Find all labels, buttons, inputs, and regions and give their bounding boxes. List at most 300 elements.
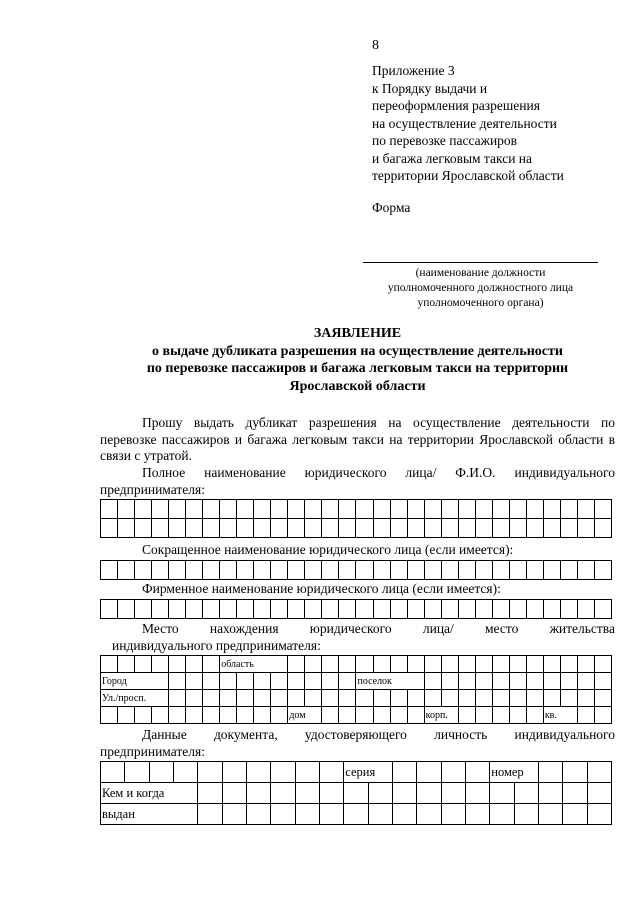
form-cell[interactable] (149, 762, 173, 783)
form-cell[interactable] (288, 690, 305, 707)
form-cell[interactable] (169, 519, 186, 538)
short-name-label: Сокращенное наименование юридического лица (если имеется): (142, 542, 514, 557)
form-cell[interactable] (356, 600, 373, 619)
city-label: Город (101, 673, 169, 690)
region-label: область (220, 656, 288, 673)
form-cell[interactable] (271, 673, 288, 690)
form-cell[interactable] (392, 762, 416, 783)
form-cell[interactable] (271, 762, 295, 783)
form-cell[interactable] (492, 707, 509, 724)
form-cell[interactable] (441, 783, 465, 804)
form-cell[interactable] (356, 707, 373, 724)
location-line1: Место нахождения юридического лица/ место жительства (142, 621, 615, 636)
form-cell[interactable] (390, 600, 407, 619)
form-cell[interactable] (118, 656, 135, 673)
title-subtitle-line: по перевозке пассажиров и багажа легковым такси на территории (146, 361, 569, 376)
appendix-line: и багажа легковым такси на (372, 150, 533, 166)
form-cell[interactable] (220, 690, 237, 707)
form-cell[interactable] (152, 600, 169, 619)
form-cell[interactable] (577, 600, 594, 619)
form-cell[interactable] (203, 500, 220, 519)
form-cell[interactable] (169, 690, 186, 707)
form-cell[interactable] (465, 783, 489, 804)
form-cell[interactable] (237, 690, 254, 707)
form-cell[interactable] (220, 707, 237, 724)
form-cell[interactable] (475, 690, 492, 707)
form-cell[interactable] (135, 500, 152, 519)
form-cell[interactable] (339, 519, 356, 538)
form-cell[interactable] (492, 656, 509, 673)
form-cell[interactable] (543, 519, 560, 538)
form-cell[interactable] (288, 600, 305, 619)
form-cell[interactable] (246, 804, 270, 825)
form-cell[interactable] (271, 600, 288, 619)
form-cell[interactable] (560, 519, 577, 538)
form-cell[interactable] (118, 519, 135, 538)
form-cell[interactable] (509, 600, 526, 619)
addressee-line[interactable] (363, 262, 598, 263)
form-cell[interactable] (203, 561, 220, 580)
form-cell[interactable] (319, 783, 343, 804)
form-cell[interactable] (373, 500, 390, 519)
form-cell[interactable] (203, 673, 220, 690)
form-cell[interactable] (458, 561, 475, 580)
form-cell[interactable] (458, 500, 475, 519)
form-cell[interactable] (424, 673, 441, 690)
form-cell[interactable] (356, 690, 373, 707)
form-cell[interactable] (490, 783, 514, 804)
form-cell[interactable] (560, 561, 577, 580)
form-cell[interactable] (543, 656, 560, 673)
form-cell[interactable] (222, 762, 246, 783)
form-cell[interactable] (543, 561, 560, 580)
form-cell[interactable] (560, 600, 577, 619)
form-cell[interactable] (538, 783, 562, 804)
form-cell[interactable] (441, 500, 458, 519)
form-cell[interactable] (526, 707, 543, 724)
form-cell[interactable] (368, 804, 392, 825)
form-cell[interactable] (173, 762, 197, 783)
form-cell[interactable] (322, 561, 339, 580)
form-cell[interactable] (169, 500, 186, 519)
form-cell[interactable] (492, 673, 509, 690)
form-cell[interactable] (594, 500, 611, 519)
form-cell[interactable] (373, 600, 390, 619)
form-cell[interactable] (492, 561, 509, 580)
form-cell[interactable] (475, 656, 492, 673)
brand-name-grid[interactable] (100, 599, 612, 619)
form-cell[interactable] (526, 600, 543, 619)
brand-name-label: Фирменное наименование юридического лица (если имеется): (142, 581, 501, 596)
form-cell[interactable] (458, 519, 475, 538)
form-cell[interactable] (254, 707, 271, 724)
form-cell[interactable] (101, 707, 118, 724)
form-cell[interactable] (322, 656, 339, 673)
form-cell[interactable] (101, 500, 118, 519)
form-cell[interactable] (390, 656, 407, 673)
form-cell[interactable] (563, 783, 587, 804)
form-cell[interactable] (322, 690, 339, 707)
form-cell[interactable] (222, 804, 246, 825)
form-cell[interactable] (356, 561, 373, 580)
form-cell[interactable] (271, 561, 288, 580)
form-cell[interactable] (543, 600, 560, 619)
form-cell[interactable] (322, 673, 339, 690)
form-cell[interactable] (390, 561, 407, 580)
title-subtitle-line: о выдаче дубликата разрешения на осуществление деятельности (152, 343, 563, 359)
form-cell[interactable] (305, 656, 322, 673)
form-cell[interactable] (560, 500, 577, 519)
form-cell[interactable] (577, 707, 594, 724)
form-cell[interactable] (417, 783, 441, 804)
form-cell[interactable] (417, 762, 441, 783)
form-cell[interactable] (288, 673, 305, 690)
form-cell[interactable] (492, 519, 509, 538)
form-cell[interactable] (526, 561, 543, 580)
form-cell[interactable] (587, 783, 611, 804)
form-cell[interactable] (288, 656, 305, 673)
full-name-label (100, 465, 615, 498)
caption-line: уполномоченного должностного лица (387, 282, 574, 294)
form-cell[interactable] (322, 500, 339, 519)
form-cell[interactable] (101, 519, 118, 538)
form-cell[interactable] (305, 500, 322, 519)
form-cell[interactable] (509, 690, 526, 707)
form-cell[interactable] (392, 804, 416, 825)
form-cell[interactable] (198, 762, 222, 783)
form-cell[interactable] (577, 673, 594, 690)
form-cell[interactable] (492, 690, 509, 707)
form-cell[interactable] (339, 707, 356, 724)
form-cell[interactable] (152, 707, 169, 724)
form-cell[interactable] (407, 690, 424, 707)
form-cell[interactable] (220, 561, 237, 580)
form-cell[interactable] (271, 500, 288, 519)
form-cell[interactable] (577, 500, 594, 519)
appendix-line: переоформления разрешения (372, 98, 540, 113)
form-cell[interactable] (271, 519, 288, 538)
form-cell[interactable] (373, 707, 390, 724)
form-cell[interactable] (356, 519, 373, 538)
form-cell[interactable] (424, 519, 441, 538)
title-subtitle-line: Ярославской области (289, 378, 426, 394)
form-cell[interactable] (186, 519, 203, 538)
form-cell[interactable] (135, 656, 152, 673)
form-cell[interactable] (392, 783, 416, 804)
form-cell[interactable] (594, 519, 611, 538)
form-cell[interactable] (543, 500, 560, 519)
form-cell[interactable] (254, 690, 271, 707)
form-cell[interactable] (339, 500, 356, 519)
form-cell[interactable] (186, 600, 203, 619)
form-cell[interactable] (458, 673, 475, 690)
form-cell[interactable] (407, 561, 424, 580)
form-cell[interactable] (441, 656, 458, 673)
form-cell[interactable] (587, 804, 611, 825)
full-name-line2: предпринимателя: (100, 481, 205, 497)
form-cell[interactable] (203, 690, 220, 707)
form-cell[interactable] (475, 600, 492, 619)
form-cell[interactable] (509, 707, 526, 724)
form-cell[interactable] (509, 519, 526, 538)
form-cell[interactable] (152, 500, 169, 519)
form-cell[interactable] (526, 500, 543, 519)
form-cell[interactable] (186, 500, 203, 519)
form-cell[interactable] (339, 656, 356, 673)
form-cell[interactable] (203, 519, 220, 538)
form-cell[interactable] (390, 519, 407, 538)
form-cell[interactable] (441, 804, 465, 825)
form-cell[interactable] (169, 656, 186, 673)
form-cell[interactable] (125, 762, 149, 783)
form-cell[interactable] (373, 690, 390, 707)
form-cell[interactable] (441, 519, 458, 538)
form-cell[interactable] (305, 690, 322, 707)
form-cell[interactable] (373, 519, 390, 538)
form-cell[interactable] (169, 673, 186, 690)
form-cell[interactable] (319, 804, 343, 825)
form-cell[interactable] (407, 519, 424, 538)
form-cell[interactable] (475, 519, 492, 538)
number-label: номер (490, 762, 539, 783)
form-cell[interactable] (186, 673, 203, 690)
form-cell[interactable] (246, 762, 270, 783)
form-cell[interactable] (344, 783, 368, 804)
form-cell[interactable] (254, 519, 271, 538)
form-cell[interactable] (441, 600, 458, 619)
form-cell[interactable] (237, 673, 254, 690)
form-cell[interactable] (152, 519, 169, 538)
form-cell[interactable] (305, 673, 322, 690)
form-cell[interactable] (254, 561, 271, 580)
form-cell[interactable] (543, 690, 560, 707)
full-name-grid[interactable] (100, 499, 612, 538)
form-cell[interactable] (246, 783, 270, 804)
form-cell[interactable] (220, 500, 237, 519)
form-cell[interactable] (424, 600, 441, 619)
form-cell[interactable] (322, 707, 339, 724)
form-cell[interactable] (186, 561, 203, 580)
form-cell[interactable] (295, 762, 319, 783)
form-cell[interactable] (305, 519, 322, 538)
issued-by-label-line2: выдан (101, 804, 198, 825)
form-cell[interactable] (560, 690, 577, 707)
appendix-line: на осуществление деятельности (372, 115, 557, 131)
form-cell[interactable] (237, 561, 254, 580)
form-cell[interactable] (339, 690, 356, 707)
title-main: ЗАЯВЛЕНИЕ (313, 326, 402, 341)
address-grid[interactable] (100, 655, 612, 724)
form-cell[interactable] (492, 500, 509, 519)
form-cell[interactable] (594, 600, 611, 619)
form-cell[interactable] (344, 804, 368, 825)
form-cell[interactable] (424, 690, 441, 707)
form-cell[interactable] (101, 762, 125, 783)
form-cell[interactable] (509, 500, 526, 519)
form-cell[interactable] (152, 656, 169, 673)
form-cell[interactable] (509, 673, 526, 690)
form-cell[interactable] (458, 707, 475, 724)
form-cell[interactable] (441, 690, 458, 707)
form-cell[interactable] (118, 500, 135, 519)
form-cell[interactable] (538, 762, 562, 783)
form-cell[interactable] (514, 804, 538, 825)
form-cell[interactable] (288, 561, 305, 580)
form-cell[interactable] (203, 707, 220, 724)
form-cell[interactable] (101, 561, 118, 580)
form-cell[interactable] (475, 673, 492, 690)
form-cell[interactable] (271, 804, 295, 825)
form-cell[interactable] (101, 656, 118, 673)
form-cell[interactable] (441, 762, 465, 783)
form-cell[interactable] (305, 600, 322, 619)
form-cell[interactable] (563, 804, 587, 825)
location-line2: индивидуального предпринимателя: (112, 637, 321, 653)
form-cell[interactable] (322, 600, 339, 619)
form-cell[interactable] (254, 600, 271, 619)
form-cell[interactable] (407, 600, 424, 619)
form-cell[interactable] (271, 783, 295, 804)
form-cell[interactable] (254, 500, 271, 519)
form-cell[interactable] (492, 600, 509, 619)
form-cell[interactable] (424, 561, 441, 580)
form-cell[interactable] (118, 561, 135, 580)
full-name-line1: Полное наименование юридического лица/ Ф.И.О. индивидуального (142, 465, 615, 480)
identity-doc-grid[interactable] (100, 761, 612, 825)
short-name-grid[interactable] (100, 560, 612, 580)
form-cell[interactable] (356, 656, 373, 673)
form-cell[interactable] (295, 804, 319, 825)
form-cell[interactable] (458, 690, 475, 707)
form-cell[interactable] (441, 673, 458, 690)
form-cell[interactable] (220, 519, 237, 538)
form-cell[interactable] (594, 707, 611, 724)
form-cell[interactable] (254, 673, 271, 690)
form-cell[interactable] (458, 656, 475, 673)
form-cell[interactable] (322, 519, 339, 538)
form-cell[interactable] (339, 561, 356, 580)
form-cell[interactable] (441, 561, 458, 580)
form-cell[interactable] (118, 707, 135, 724)
form-cell[interactable] (152, 561, 169, 580)
form-cell[interactable] (465, 804, 489, 825)
form-cell[interactable] (577, 519, 594, 538)
appendix-block (372, 62, 564, 185)
form-cell[interactable] (237, 707, 254, 724)
form-cell[interactable] (577, 561, 594, 580)
form-cell[interactable] (118, 600, 135, 619)
form-cell[interactable] (203, 600, 220, 619)
form-cell[interactable] (594, 690, 611, 707)
form-cell[interactable] (390, 707, 407, 724)
appendix-line: Приложение 3 (372, 63, 455, 78)
form-cell[interactable] (220, 673, 237, 690)
form-cell[interactable] (271, 690, 288, 707)
form-cell[interactable] (407, 656, 424, 673)
form-cell[interactable] (543, 673, 560, 690)
form-cell[interactable] (465, 762, 489, 783)
form-cell[interactable] (288, 519, 305, 538)
form-cell[interactable] (509, 561, 526, 580)
form-cell[interactable] (339, 600, 356, 619)
form-cell[interactable] (135, 707, 152, 724)
form-cell[interactable] (458, 600, 475, 619)
form-cell[interactable] (407, 500, 424, 519)
form-cell[interactable] (407, 707, 424, 724)
form-cell[interactable] (169, 600, 186, 619)
form-cell[interactable] (295, 783, 319, 804)
form-cell[interactable] (475, 561, 492, 580)
form-cell[interactable] (475, 707, 492, 724)
form-cell[interactable] (319, 762, 343, 783)
form-cell[interactable] (237, 600, 254, 619)
form-cell[interactable] (305, 561, 322, 580)
form-cell[interactable] (198, 783, 222, 804)
form-cell[interactable] (526, 656, 543, 673)
form-cell[interactable] (198, 804, 222, 825)
form-cell[interactable] (509, 656, 526, 673)
form-cell[interactable] (424, 656, 441, 673)
form-cell[interactable] (587, 762, 611, 783)
form-cell[interactable] (526, 673, 543, 690)
form-cell[interactable] (271, 707, 288, 724)
apartment-label: кв. (543, 707, 577, 724)
form-cell[interactable] (356, 500, 373, 519)
form-cell[interactable] (390, 690, 407, 707)
form-cell[interactable] (203, 656, 220, 673)
form-cell[interactable] (594, 673, 611, 690)
form-cell[interactable] (514, 783, 538, 804)
form-cell[interactable] (237, 519, 254, 538)
identity-line2: предпринимателя: (100, 743, 205, 759)
form-cell[interactable] (475, 500, 492, 519)
form-cell[interactable] (220, 600, 237, 619)
form-cell[interactable] (594, 561, 611, 580)
form-cell[interactable] (526, 519, 543, 538)
form-cell[interactable] (135, 519, 152, 538)
form-cell[interactable] (373, 561, 390, 580)
form-cell[interactable] (135, 600, 152, 619)
form-cell[interactable] (577, 690, 594, 707)
form-cell[interactable] (563, 762, 587, 783)
form-cell[interactable] (135, 561, 152, 580)
form-cell[interactable] (101, 600, 118, 619)
form-cell[interactable] (594, 656, 611, 673)
form-cell[interactable] (560, 656, 577, 673)
form-cell[interactable] (417, 804, 441, 825)
form-cell[interactable] (577, 656, 594, 673)
form-cell[interactable] (424, 500, 441, 519)
form-cell[interactable] (237, 500, 254, 519)
form-cell[interactable] (490, 804, 514, 825)
settlement-label: поселок (356, 673, 424, 690)
form-cell[interactable] (169, 707, 186, 724)
form-cell[interactable] (368, 783, 392, 804)
form-cell[interactable] (288, 500, 305, 519)
series-label: серия (344, 762, 393, 783)
form-cell[interactable] (526, 690, 543, 707)
form-cell[interactable] (169, 561, 186, 580)
form-cell[interactable] (222, 783, 246, 804)
form-cell[interactable] (373, 656, 390, 673)
form-cell[interactable] (186, 707, 203, 724)
form-cell[interactable] (186, 690, 203, 707)
form-cell[interactable] (186, 656, 203, 673)
form-cell[interactable] (560, 673, 577, 690)
form-cell[interactable] (339, 673, 356, 690)
form-cell[interactable] (538, 804, 562, 825)
form-cell[interactable] (390, 500, 407, 519)
